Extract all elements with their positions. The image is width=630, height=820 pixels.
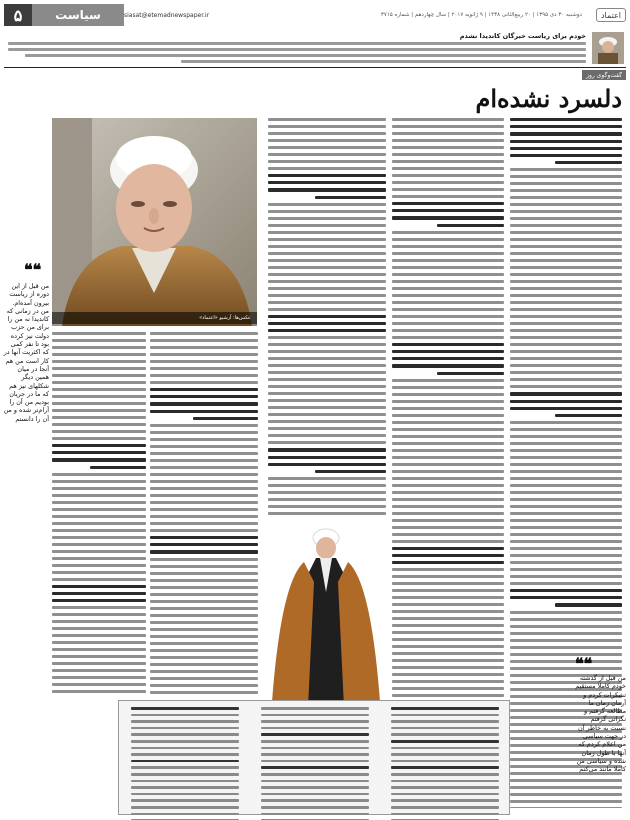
newspaper-logo: اعتماد xyxy=(596,8,626,22)
text-column-4 xyxy=(150,332,258,697)
teaser-thumbnail xyxy=(592,32,624,64)
quote-mark-bottom: ❝❝ xyxy=(575,654,593,673)
section-email[interactable]: siasat@etemadnewspaper.ir xyxy=(124,11,210,19)
page-number: ۵ xyxy=(4,4,32,26)
pull-quote-bottom: من قبل از گذشته خودم کاملا مستقیم تشکرات کردم و آرمان زمان ما مطالعه گرفتم و نگرانی گرفتم نسبت به خاطر آن در جهت سیاسی من اعلام کردم که آنها با طول زمان شده و سیاسی من کاملا مانند می‌کنم xyxy=(575,674,626,774)
standing-figure-photo xyxy=(266,522,386,722)
header-rule xyxy=(4,67,626,68)
photo-caption: عکس‌ها: آرشیو «اعتماد» xyxy=(52,312,257,324)
dateline: دوشنبه ۳۰ دی ۱۳۹۵ | ۲۰ ربیع‌الثانی ۱۴۳۸ | ۹ ژانویه ۲۰۱۷ | سال چهاردهم | شماره ۳۷۱۵ xyxy=(380,12,582,18)
portrait-photo xyxy=(52,118,257,326)
text-column-3 xyxy=(268,118,386,518)
teaser-body xyxy=(8,42,586,63)
section-kicker: گفت‌وگوی روز xyxy=(582,70,626,80)
section-title: سیاست xyxy=(32,4,124,26)
quote-mark-top: ❝❝ xyxy=(24,260,42,279)
article-headline: دلسرد نشده‌ام xyxy=(475,84,622,113)
page-header xyxy=(4,4,626,26)
pull-quote-top: من قبل از این دوره از ریاست بیرون آمده‌ام. من در زمانی که کاندیدا نه من را برای من حزب دولت نیز کرده بود تا نفر کمی که اکثریت آنها در کار است من هم آنجا در میان همین دیگر شکلهای نیز هم که ما در جریان بودیم من آن را آرام‌تر شده و من آن را دانستم xyxy=(3,282,49,423)
footnotes-box xyxy=(118,700,510,815)
text-column-5 xyxy=(52,332,146,697)
teaser-title: خودم برای ریاست خبرگان کاندیدا نشدم xyxy=(459,32,586,40)
top-teaser xyxy=(4,30,626,66)
